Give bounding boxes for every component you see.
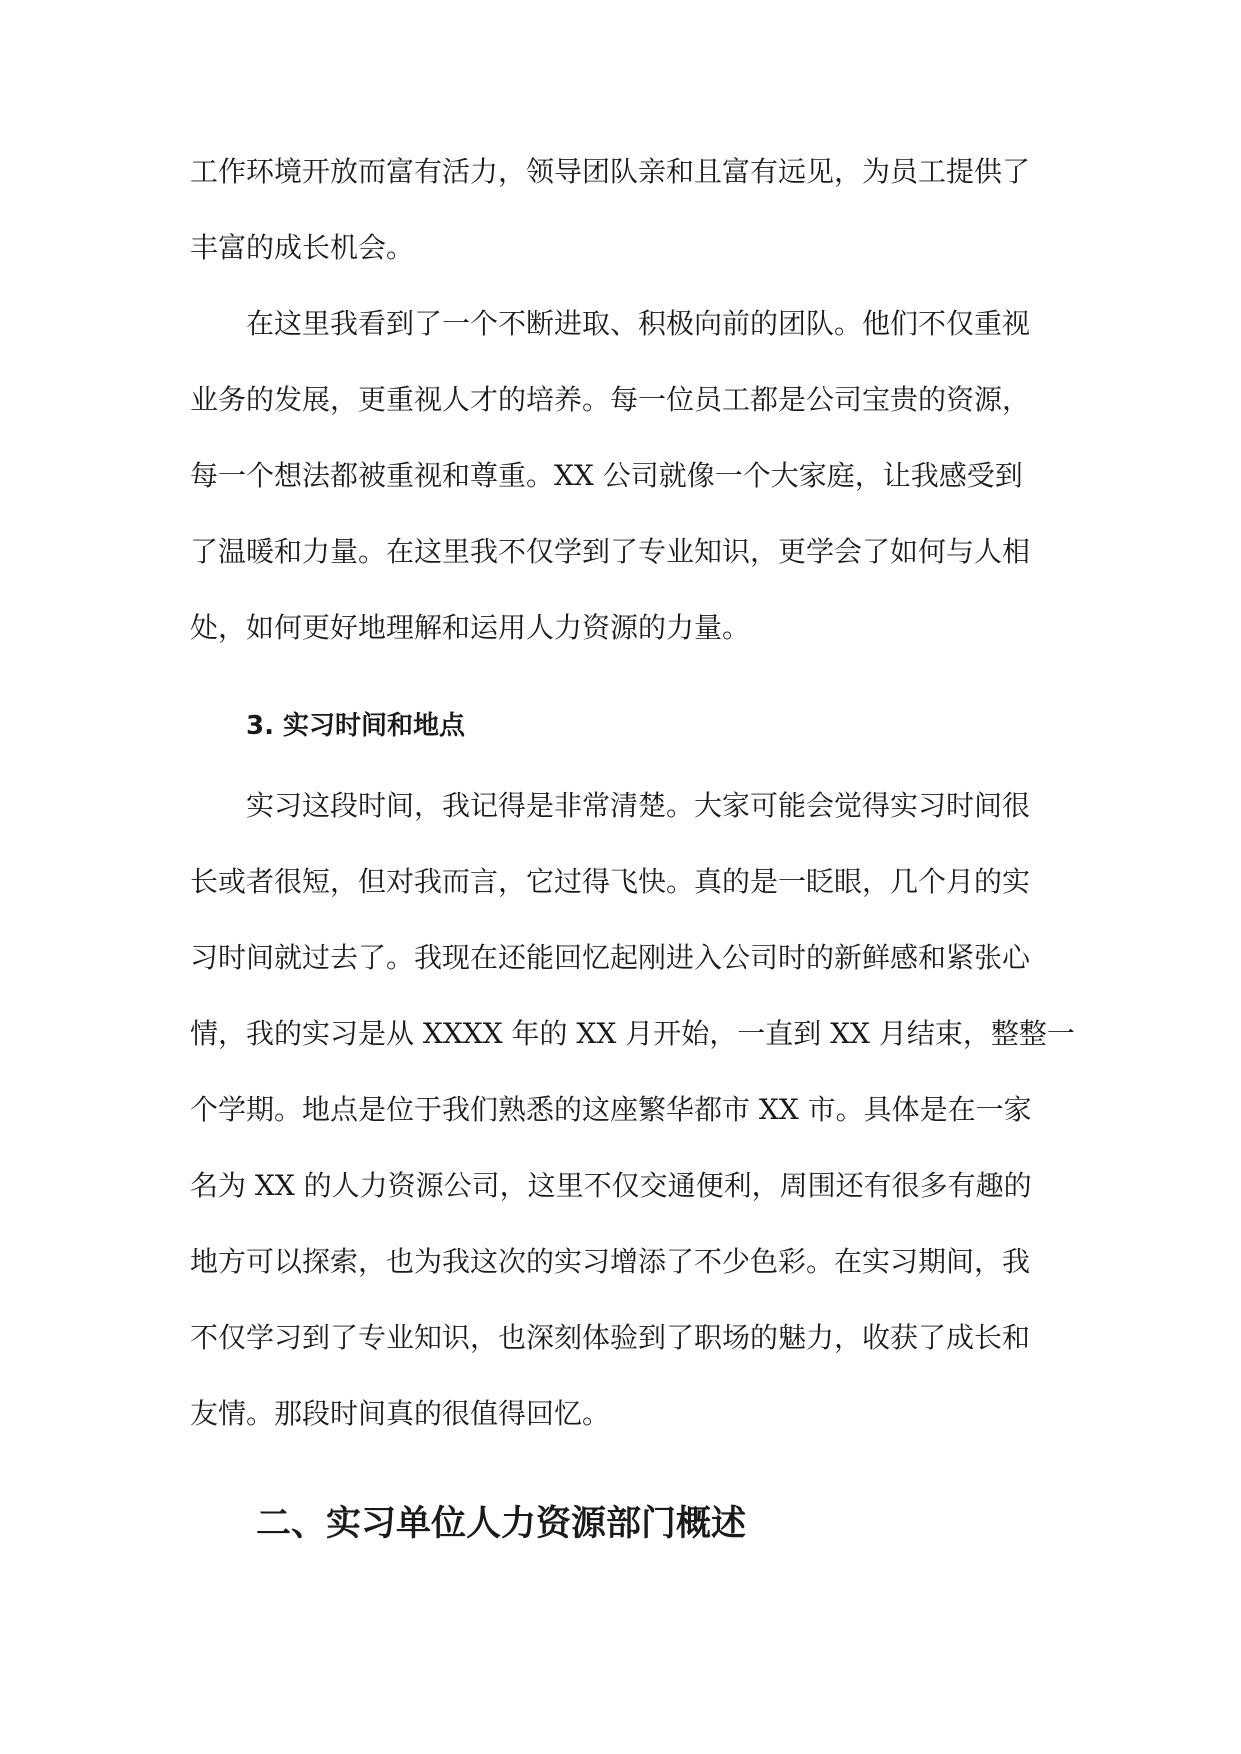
paragraph-line: 业务的发展，更重视人才的培养。每一位员工都是公司宝贵的资源， xyxy=(190,383,1031,416)
chapter-heading-hr-overview: 二、实习单位人力资源部门概述 xyxy=(256,1504,747,1544)
paragraph-line: 每一个想法都被重视和尊重。XX 公司就像一个大家庭，让我感受到 xyxy=(190,459,1023,492)
paragraph-line: 习时间就过去了。我现在还能回忆起刚进入公司时的新鲜感和紧张心 xyxy=(190,941,1031,974)
paragraph-line: 个学期。地点是位于我们熟悉的这座繁华都市 XX 市。具体是在一家 xyxy=(190,1093,1032,1126)
paragraph-line: 丰富的成长机会。 xyxy=(190,231,415,264)
paragraph-line: 处，如何更好地理解和运用人力资源的力量。 xyxy=(190,611,751,644)
paragraph-line: 名为 XX 的人力资源公司，这里不仅交通便利，周围还有很多有趣的 xyxy=(190,1169,1032,1202)
paragraph-line: 实习这段时间，我记得是非常清楚。大家可能会觉得实习时间很 xyxy=(190,789,1031,822)
paragraph-line: 不仅学习到了专业知识，也深刻体验到了职场的魅力，收获了成长和 xyxy=(190,1321,1031,1354)
paragraph-line: 长或者很短，但对我而言，它过得飞快。真的是一眨眼，几个月的实 xyxy=(190,865,1031,898)
paragraph-line: 了温暖和力量。在这里我不仅学到了专业知识，更学会了如何与人相 xyxy=(190,535,1031,568)
paragraph-line: 在这里我看到了一个不断进取、积极向前的团队。他们不仅重视 xyxy=(190,307,1031,340)
section-heading-time-place: 3. 实习时间和地点 xyxy=(246,711,466,741)
paragraph-line: 工作环境开放而富有活力，领导团队亲和且富有远见，为员工提供了 xyxy=(190,155,1031,188)
paragraph-line: 友情。那段时间真的很值得回忆。 xyxy=(190,1397,611,1430)
paragraph-line: 情，我的实习是从 XXXX 年的 XX 月开始，一直到 XX 月结束，整整一 xyxy=(190,1017,1075,1050)
paragraph-line: 地方可以探索，也为我这次的实习增添了不少色彩。在实习期间，我 xyxy=(190,1245,1031,1278)
